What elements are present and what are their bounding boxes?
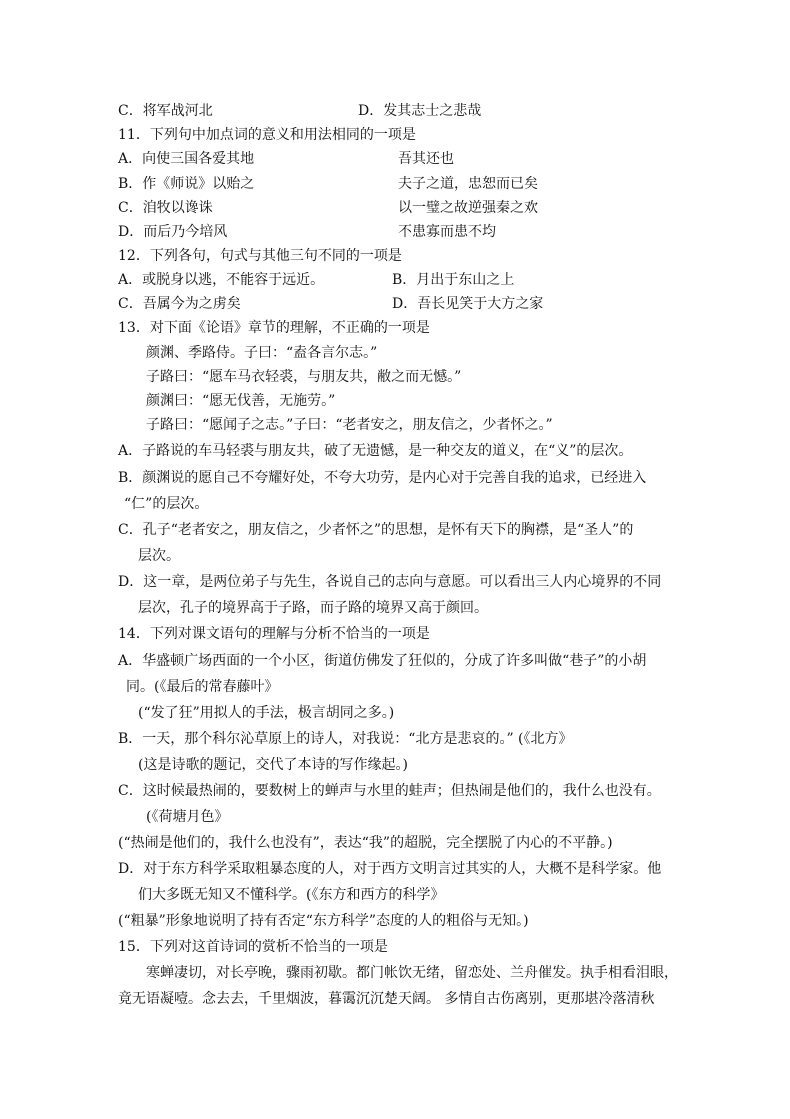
q13-passage-line: 颜渊、季路侍。子曰：“盍各言尔志。” <box>146 345 378 361</box>
question-14: 14．下列对课文语句的理解与分析不恰当的一项是 <box>118 626 430 642</box>
q11-option-d: D．而后乃今培风 <box>118 224 228 240</box>
q11-option-b-pair: 夫子之道，忠恕而已矣 <box>398 176 538 192</box>
option-d-q10: D．发其志士之悲哉 <box>358 103 482 119</box>
q14-option-d: D．对于东方科学采取粗暴态度的人，对于西方文明言过其实的人，大概不是科学家。他 <box>118 861 662 877</box>
q14-option-d-cont: 们大多既无知又不懂科学。(《东方和西方的科学》 <box>138 887 445 903</box>
q11-option-a: A．向使三国各爱其地 <box>118 151 255 167</box>
q13-option-d-cont: 层次，孔子的境界高于子路，而子路的境界又高于颜回。 <box>138 600 488 616</box>
q13-option-a: A．子路说的车马轻裘与朋友共，破了无遗憾，是一种交友的道义，在“义”的层次。 <box>118 443 633 459</box>
q14-option-b-note: (这是诗歌的题记，交代了本诗的写作缘起。) <box>138 757 408 773</box>
q13-option-b: B．颜渊说的愿自己不夸耀好处，不夸大功劳，是内心对于完善自我的追求，已经进入 <box>118 470 647 486</box>
q14-option-a-cont: 同。(《最后的常春藤叶》 <box>126 679 279 695</box>
q15-poem-line: 寒蝉凄切，对长亭晚，骤雨初歇。都门帐饮无绪，留恋处、兰舟催发。执手相看泪眼， <box>146 965 678 981</box>
q12-option-c: C．吾属今为之虏矣 <box>118 296 241 312</box>
q14-option-c-note: (“热闹是他们的，我什么也没有”，表达“我”的超脱，完全摆脱了内心的不平静。) <box>118 835 613 851</box>
q13-passage-line: 子路曰：“愿车马衣轻裘，与朋友共，敝之而无憾。” <box>146 369 462 385</box>
q14-option-a-note: (“发了狂”用拟人的手法，极言胡同之多。) <box>138 705 395 721</box>
q14-option-b: B．一天，那个科尔沁草原上的诗人，对我说：“北方是悲哀的。” (《北方》 <box>118 731 573 747</box>
q14-option-c: C．这时候最热闹的，要数树上的蝉声与水里的蛙声；但热闹是他们的，我什么也没有。 <box>118 783 661 799</box>
option-c-q10: C．将军战河北 <box>118 103 213 119</box>
q12-option-b: B．月出于东山之上 <box>392 272 515 288</box>
q13-passage-line: 颜渊曰：“愿无伐善，无施劳。” <box>146 393 336 409</box>
q11-option-d-pair: 不患寡而患不均 <box>398 224 496 240</box>
q14-option-c-source: (《荷塘月色》 <box>146 809 229 825</box>
q12-option-a: A．或脱身以逃，不能容于远近。 <box>118 272 325 288</box>
q12-option-d: D．吾长见笑于大方之家 <box>392 296 544 312</box>
question-12: 12．下列各句，句式与其他三句不同的一项是 <box>118 248 402 264</box>
question-13: 13．对下面《论语》章节的理解，不正确的一项是 <box>118 320 430 336</box>
q15-poem-line: 竟无语凝噎。念去去，千里烟波，暮霭沉沉楚天阔。 多情自古伤离别，更那堪冷落清秋 <box>118 991 655 1007</box>
question-15: 15．下列对这首诗词的赏析不恰当的一项是 <box>118 939 388 955</box>
q11-option-c: C．洎牧以谗诛 <box>118 200 213 216</box>
q11-option-a-pair: 吾其还也 <box>398 151 454 167</box>
q11-option-c-pair: 以一璧之故逆强秦之欢 <box>398 200 538 216</box>
q11-option-b: B．作《师说》以贻之 <box>118 176 255 192</box>
q14-option-d-note: (“粗暴”形象地说明了持有否定“东方科学”态度的人的粗俗与无知。) <box>118 913 529 929</box>
q13-option-c-cont: 层次。 <box>138 548 180 564</box>
q13-passage-line: 子路曰：“愿闻子之志。”子曰：“老者安之，朋友信之，少者怀之。” <box>146 417 553 433</box>
q13-option-d: D．这一章，是两位弟子与先生，各说自己的志向与意愿。可以看出三人内心境界的不同 <box>118 574 662 590</box>
question-11: 11．下列句中加点词的意义和用法相同的一项是 <box>118 127 416 143</box>
q14-option-a: A．华盛顿广场西面的一个小区，街道仿佛发了狂似的，分成了许多叫做“巷子”的小胡 <box>118 653 647 669</box>
q13-option-b-cont: “仁”的层次。 <box>124 496 209 512</box>
q13-option-c: C．孔子“老者安之，朋友信之，少者怀之”的思想，是怀有天下的胸襟，是“圣人”的 <box>118 522 634 538</box>
